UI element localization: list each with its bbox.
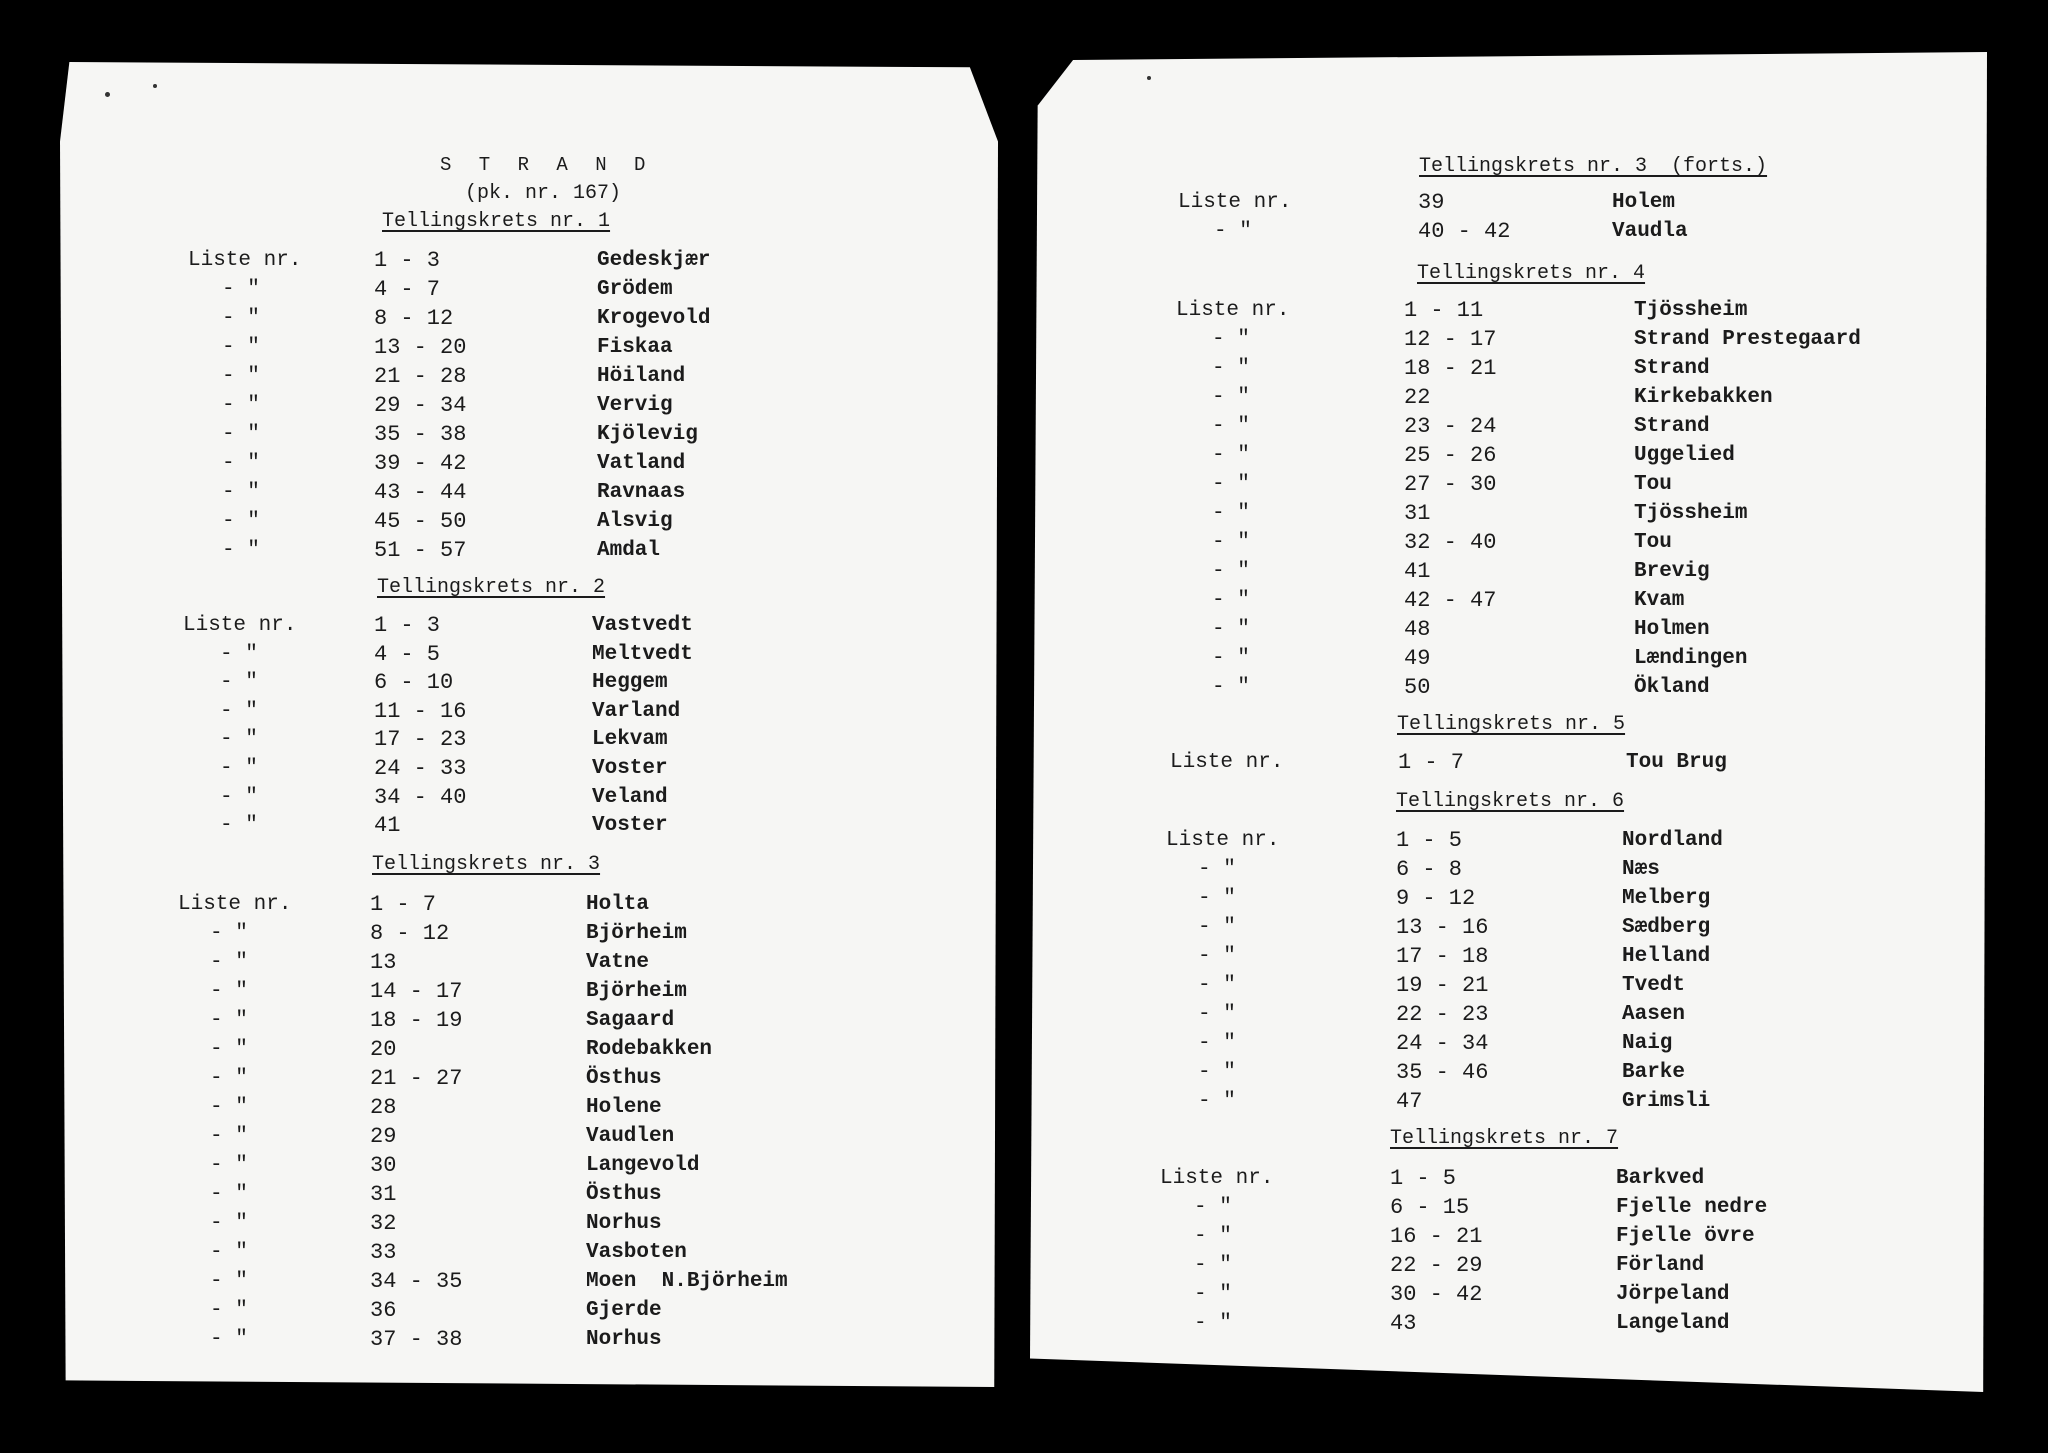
place-name: Kvam: [1634, 589, 1685, 612]
list-numbers: 34 - 40: [374, 785, 467, 810]
list-numbers: 4 - 5: [374, 642, 441, 667]
list-numbers: 16 - 21: [1390, 1224, 1483, 1249]
place-name: Vatland: [597, 452, 686, 475]
section-heading: Tellingskrets nr. 5: [1397, 713, 1626, 736]
place-name: Holem: [1612, 191, 1676, 214]
place-name: Tvedt: [1622, 974, 1686, 997]
place-name: Björheim: [586, 922, 687, 945]
place-name: Ökland: [1634, 676, 1710, 699]
ditto-mark: - ": [210, 1154, 248, 1177]
ditto-mark: - ": [210, 1096, 248, 1119]
place-name: Langevold: [586, 1154, 700, 1177]
place-name: Norhus: [586, 1212, 662, 1235]
list-numbers: 49: [1404, 646, 1431, 671]
list-numbers: 35 - 38: [374, 422, 467, 447]
place-name: Norhus: [586, 1328, 662, 1351]
list-numbers: 21 - 28: [374, 364, 467, 389]
list-numbers: 13 - 16: [1396, 915, 1489, 940]
ditto-mark: - ": [1194, 1225, 1232, 1248]
place-name: Fjelle nedre: [1616, 1196, 1768, 1219]
ditto-mark: - ": [1212, 560, 1250, 583]
list-numbers: 35 - 46: [1396, 1060, 1489, 1085]
ditto-mark: - ": [1212, 589, 1250, 612]
place-name: Voster: [592, 814, 668, 837]
list-numbers: 30: [370, 1153, 397, 1178]
ditto-mark: - ": [222, 278, 260, 301]
list-numbers: 8 - 12: [374, 306, 454, 331]
list-numbers: 34 - 35: [370, 1269, 463, 1294]
list-numbers: 29 - 34: [374, 393, 467, 418]
list-numbers: 48: [1404, 617, 1431, 642]
ditto-mark: - ": [1212, 676, 1250, 699]
ditto-mark: - ": [210, 1270, 248, 1293]
list-label: Liste nr.: [1160, 1167, 1274, 1190]
place-name: Langeland: [1616, 1312, 1730, 1335]
ditto-mark: - ": [1212, 328, 1250, 351]
place-name: Varland: [592, 700, 681, 723]
ditto-mark: - ": [222, 394, 260, 417]
list-numbers: 1 - 5: [1390, 1166, 1457, 1191]
place-name: Nordland: [1622, 829, 1723, 852]
ditto-mark: - ": [1212, 531, 1250, 554]
place-name: Strand Prestegaard: [1634, 328, 1861, 351]
place-name: Barkved: [1616, 1167, 1705, 1190]
place-name: Lekvam: [592, 728, 668, 751]
place-name: Naig: [1622, 1032, 1673, 1055]
place-name: Grimsli: [1622, 1090, 1711, 1113]
list-numbers: 32 - 40: [1404, 530, 1497, 555]
list-numbers: 11 - 16: [374, 699, 467, 724]
list-label: Liste nr.: [1178, 191, 1292, 214]
ditto-mark: - ": [1198, 916, 1236, 939]
place-name: Amdal: [597, 539, 661, 562]
ditto-mark: - ": [210, 1038, 248, 1061]
ditto-mark: - ": [222, 423, 260, 446]
list-numbers: 24 - 34: [1396, 1031, 1489, 1056]
place-name: Lændingen: [1634, 647, 1748, 670]
ditto-mark: - ": [220, 728, 258, 751]
ditto-mark: - ": [210, 1067, 248, 1090]
ditto-mark: - ": [210, 1241, 248, 1264]
place-name: Kirkebakken: [1634, 386, 1773, 409]
place-name: Kjölevig: [597, 423, 698, 446]
ditto-mark: - ": [1214, 220, 1252, 243]
ditto-mark: - ": [222, 365, 260, 388]
place-name: Meltvedt: [592, 643, 693, 666]
list-numbers: 8 - 12: [370, 921, 450, 946]
place-name: Barke: [1622, 1061, 1686, 1084]
ditto-mark: - ": [1198, 1061, 1236, 1084]
list-numbers: 27 - 30: [1404, 472, 1497, 497]
ditto-mark: - ": [1212, 357, 1250, 380]
place-name: Voster: [592, 757, 668, 780]
place-name: Holmen: [1634, 618, 1710, 641]
place-name: Uggelied: [1634, 444, 1735, 467]
place-name: Gjerde: [586, 1299, 662, 1322]
place-name: Tjössheim: [1634, 502, 1748, 525]
place-name: Brevig: [1634, 560, 1710, 583]
place-name: Strand: [1634, 415, 1710, 438]
place-name: Grödem: [597, 278, 673, 301]
place-name: Holta: [586, 893, 650, 916]
list-numbers: 47: [1396, 1089, 1423, 1114]
place-name: Aasen: [1622, 1003, 1686, 1026]
place-name: Ravnaas: [597, 481, 686, 504]
list-numbers: 17 - 18: [1396, 944, 1489, 969]
ditto-mark: - ": [222, 336, 260, 359]
list-numbers: 22: [1404, 385, 1431, 410]
place-name: Vaudla: [1612, 220, 1688, 243]
list-numbers: 25 - 26: [1404, 443, 1497, 468]
list-numbers: 1 - 11: [1404, 298, 1484, 323]
ditto-mark: - ": [1194, 1254, 1232, 1277]
list-numbers: 24 - 33: [374, 756, 467, 781]
ditto-mark: - ": [222, 539, 260, 562]
place-name: Alsvig: [597, 510, 673, 533]
place-name: Næs: [1622, 858, 1660, 881]
list-numbers: 22 - 23: [1396, 1002, 1489, 1027]
place-name: Vasboten: [586, 1241, 687, 1264]
list-numbers: 51 - 57: [374, 538, 467, 563]
list-numbers: 22 - 29: [1390, 1253, 1483, 1278]
ditto-mark: - ": [1212, 415, 1250, 438]
place-name: Krogevold: [597, 307, 711, 330]
list-numbers: 13 - 20: [374, 335, 467, 360]
list-numbers: 30 - 42: [1390, 1282, 1483, 1307]
list-numbers: 4 - 7: [374, 277, 441, 302]
place-name: Fiskaa: [597, 336, 673, 359]
place-name: Förland: [1616, 1254, 1705, 1277]
list-numbers: 1 - 3: [374, 248, 441, 273]
ditto-mark: - ": [1194, 1196, 1232, 1219]
ditto-mark: - ": [210, 1212, 248, 1235]
ditto-mark: - ": [1198, 1090, 1236, 1113]
ditto-mark: - ": [210, 1183, 248, 1206]
list-numbers: 31: [370, 1182, 397, 1207]
list-numbers: 14 - 17: [370, 979, 463, 1004]
list-numbers: 6 - 8: [1396, 857, 1463, 882]
list-numbers: 32: [370, 1211, 397, 1236]
ditto-mark: - ": [222, 452, 260, 475]
list-numbers: 1 - 7: [1398, 750, 1465, 775]
list-numbers: 41: [1404, 559, 1431, 584]
place-name: Vaudlen: [586, 1125, 675, 1148]
list-numbers: 21 - 27: [370, 1066, 463, 1091]
list-label: Liste nr.: [188, 249, 302, 272]
list-numbers: 1 - 3: [374, 613, 441, 638]
list-numbers: 50: [1404, 675, 1431, 700]
section-heading: Tellingskrets nr. 3: [372, 853, 601, 876]
section-heading: Tellingskrets nr. 1: [382, 210, 611, 233]
place-name: Rodebakken: [586, 1038, 713, 1061]
place-name: Vervig: [597, 394, 673, 417]
list-numbers: 43 - 44: [374, 480, 467, 505]
place-name: Sagaard: [586, 1009, 675, 1032]
punch-mark: [153, 84, 157, 88]
list-numbers: 42 - 47: [1404, 588, 1497, 613]
list-numbers: 41: [374, 813, 401, 838]
place-name: Tou: [1634, 531, 1672, 554]
punch-mark: [105, 92, 110, 97]
ditto-mark: - ": [220, 643, 258, 666]
place-name: Höiland: [597, 365, 686, 388]
section-heading: Tellingskrets nr. 4: [1417, 262, 1646, 285]
ditto-mark: - ": [210, 1125, 248, 1148]
place-name: Gedeskjær: [597, 249, 711, 272]
ditto-mark: - ": [222, 481, 260, 504]
ditto-mark: - ": [1198, 974, 1236, 997]
place-name: Tou Brug: [1626, 751, 1727, 774]
list-numbers: 36: [370, 1298, 397, 1323]
ditto-mark: - ": [210, 1328, 248, 1351]
place-name: Tou: [1634, 473, 1672, 496]
list-numbers: 45 - 50: [374, 509, 467, 534]
place-name: Östhus: [586, 1067, 662, 1090]
section-heading: Tellingskrets nr. 7: [1390, 1127, 1619, 1150]
ditto-mark: - ": [1212, 618, 1250, 641]
ditto-mark: - ": [220, 671, 258, 694]
list-numbers: 33: [370, 1240, 397, 1265]
ditto-mark: - ": [222, 510, 260, 533]
ditto-mark: - ": [1212, 473, 1250, 496]
list-numbers: 31: [1404, 501, 1431, 526]
ditto-mark: - ": [220, 757, 258, 780]
place-name: Strand: [1634, 357, 1710, 380]
ditto-mark: - ": [210, 980, 248, 1003]
list-numbers: 19 - 21: [1396, 973, 1489, 998]
list-numbers: 9 - 12: [1396, 886, 1476, 911]
list-numbers: 12 - 17: [1404, 327, 1497, 352]
ditto-mark: - ": [1212, 647, 1250, 670]
place-name: Östhus: [586, 1183, 662, 1206]
ditto-mark: - ": [220, 786, 258, 809]
place-name: Sædberg: [1622, 916, 1711, 939]
ditto-mark: - ": [1198, 858, 1236, 881]
ditto-mark: - ": [222, 307, 260, 330]
ditto-mark: - ": [220, 814, 258, 837]
list-label: Liste nr.: [1170, 751, 1284, 774]
place-name: Björheim: [586, 980, 687, 1003]
list-numbers: 6 - 15: [1390, 1195, 1470, 1220]
list-numbers: 17 - 23: [374, 727, 467, 752]
page-subtitle: (pk. nr. 167): [465, 182, 622, 205]
list-label: Liste nr.: [178, 893, 292, 916]
ditto-mark: - ": [1212, 444, 1250, 467]
list-numbers: 37 - 38: [370, 1327, 463, 1352]
ditto-mark: - ": [1198, 887, 1236, 910]
place-name: Jörpeland: [1616, 1283, 1730, 1306]
ditto-mark: - ": [210, 1009, 248, 1032]
list-numbers: 18 - 21: [1404, 356, 1497, 381]
place-name: Tjössheim: [1634, 299, 1748, 322]
list-numbers: 23 - 24: [1404, 414, 1497, 439]
ditto-mark: - ": [1194, 1283, 1232, 1306]
list-label: Liste nr.: [1166, 829, 1280, 852]
ditto-mark: - ": [220, 700, 258, 723]
ditto-mark: - ": [210, 951, 248, 974]
page-title: S T R A N D: [440, 154, 654, 176]
section-heading: Tellingskrets nr. 6: [1396, 790, 1625, 813]
list-label: Liste nr.: [1176, 299, 1290, 322]
ditto-mark: - ": [1212, 386, 1250, 409]
place-name: Vatne: [586, 951, 650, 974]
list-numbers: 39: [1418, 190, 1445, 215]
ditto-mark: - ": [1212, 502, 1250, 525]
list-label: Liste nr.: [183, 614, 297, 637]
place-name: Moen N.Björheim: [586, 1270, 788, 1293]
list-numbers: 40 - 42: [1418, 219, 1511, 244]
list-numbers: 1 - 5: [1396, 828, 1463, 853]
ditto-mark: - ": [210, 922, 248, 945]
place-name: Melberg: [1622, 887, 1711, 910]
list-numbers: 6 - 10: [374, 670, 454, 695]
ditto-mark: - ": [1198, 1032, 1236, 1055]
list-numbers: 28: [370, 1095, 397, 1120]
punch-mark: [1147, 76, 1151, 80]
ditto-mark: - ": [1198, 1003, 1236, 1026]
list-numbers: 13: [370, 950, 397, 975]
list-numbers: 1 - 7: [370, 892, 437, 917]
ditto-mark: - ": [1194, 1312, 1232, 1335]
place-name: Holene: [586, 1096, 662, 1119]
place-name: Vastvedt: [592, 614, 693, 637]
place-name: Veland: [592, 786, 668, 809]
place-name: Helland: [1622, 945, 1711, 968]
place-name: Heggem: [592, 671, 668, 694]
list-numbers: 39 - 42: [374, 451, 467, 476]
list-numbers: 18 - 19: [370, 1008, 463, 1033]
ditto-mark: - ": [210, 1299, 248, 1322]
place-name: Fjelle övre: [1616, 1225, 1755, 1248]
section-heading: Tellingskrets nr. 3 (forts.): [1419, 155, 1768, 178]
list-numbers: 29: [370, 1124, 397, 1149]
list-numbers: 20: [370, 1037, 397, 1062]
list-numbers: 43: [1390, 1311, 1417, 1336]
ditto-mark: - ": [1198, 945, 1236, 968]
section-heading: Tellingskrets nr. 2: [377, 576, 606, 599]
